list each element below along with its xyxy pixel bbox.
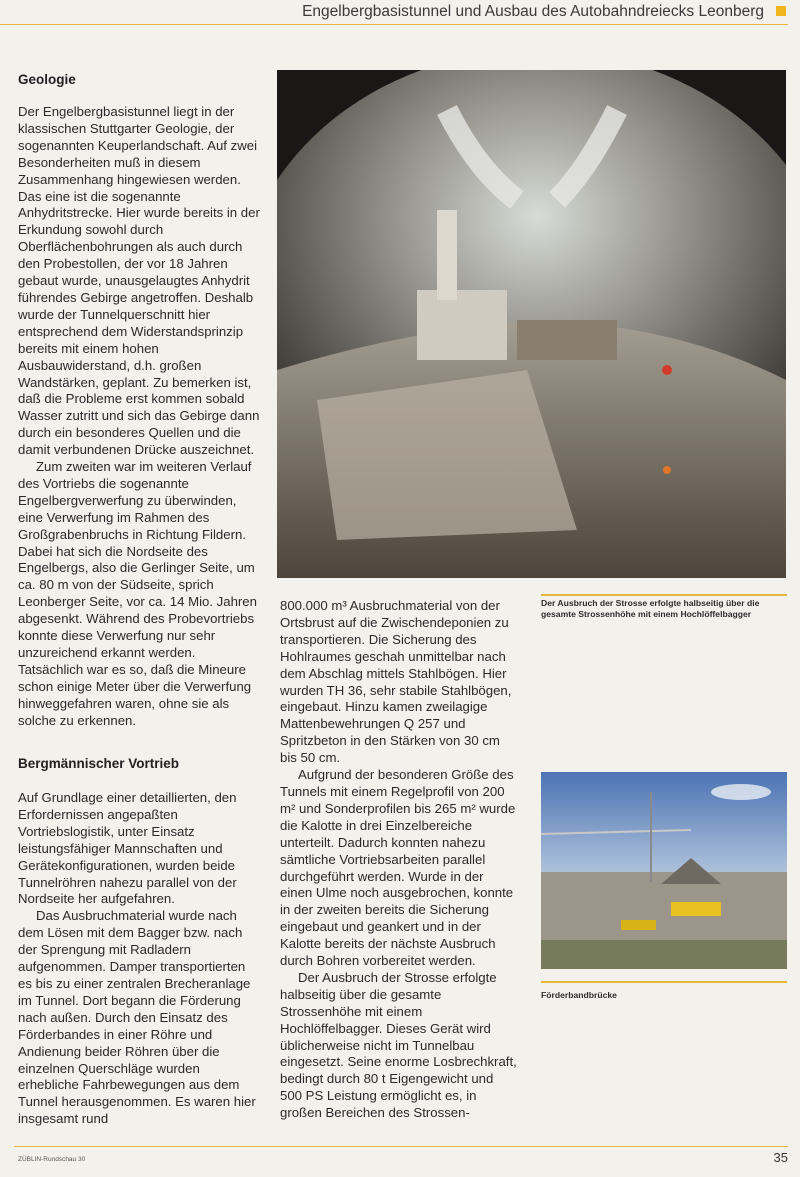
paragraph: Auf Grundlage einer detaillierten, den Erfordernissen angepaßten Vortriebslogistik, unter Einsatz leistungsfähiger Mannschaften und Gerätekonfigurationen, wurden beide Tunnelröhren nahezu parallel von der Nordseite her aufgefahren. [18, 790, 237, 907]
text-column-left [18, 104, 260, 730]
paragraph: Der Ausbruch der Strosse erfolgte halbseitig über die gesamte Strossenhöhe mit einem Hochlöffelbagger. Dieses Gerät wird üblicherweise nicht im Tunnelbau eingesetzt. Seine enorme Losbrechkraft, bedingt durch 80 t Eigengewicht und 500 PS Leistung ermöglicht es, in großen Bereichen des Strossen- [280, 969, 517, 1121]
running-header-title: Engelbergbasistunnel und Ausbau des Autobahndreiecks Leonberg [302, 3, 764, 20]
paragraph: 800.000 m³ Ausbruchmaterial von der Ortsbrust auf die Zwischendeponien zu transportieren. Die Sicherung des Hohlraumes geschah unmittelbar nach dem Abschlag mittels Stahlbögen. Hier wurden TH 36, sehr stabile Stahlbögen, eingebaut. Hinzu kamen zweilagige Mattenbewehrungen Q 257 und Spritzbeton in den Stärken von 30 cm bis 50 cm. [280, 598, 512, 766]
publication-name: ZÜBLIN-Rundschau 30 [18, 1156, 86, 1163]
tunnel-excavation-photo [277, 70, 786, 578]
paragraph: Zum zweiten war im weiteren Verlauf des Vortriebs die sogenannte Engelbergverwerfung zu überwinden, eine Verwerfung im Rahmen des Großgrabenbruchs in Richtung Fildern. Dabei hat sich die Nordseite des Engelbergs, also die Gerlinger Seite, um ca. 80 m von der Südseite, sprich Leonberger Seite, vor ca. 14 Mio. Jahren abgesenkt. Während des Probevortriebs konnte diese Verwerfung nur sehr unzureichend erkannt werden. Tatsächlich war es so, daß die Mineure schon einige Meter über die Verwerfung hinweggefahren waren, ohne sie als solche zu erkennen. [18, 459, 257, 728]
caption-rule [541, 594, 787, 596]
heading-bergmaennischer-vortrieb: Bergmännischer Vortrieb [18, 756, 180, 771]
heading-geologie: Geologie [18, 72, 76, 87]
header-square-marker [776, 6, 786, 16]
paragraph: Das Ausbruchmaterial wurde nach dem Lösen mit dem Bagger bzw. nach der Sprengung mit Radladern aufgenommen. Damper transportierten es bis zu einer zentralen Brecheranlage im Tunnel. Dort begann die Förderung nach außen. Durch den Einsatz des Förderbandes in einer Röhre und Andienung beider Röhren über die einzelnen Querschläge wurden erhebliche Fahrbewegungen aus dem Tunnel herausgenommen. Es waren hier insgesamt rund [18, 908, 256, 1127]
photo-caption-bridge: Förderbandbrücke [541, 990, 617, 1000]
conveyor-bridge-photo [541, 772, 787, 969]
text-column-left-lower [18, 790, 260, 1128]
paragraph: Aufgrund der besonderen Größe des Tunnels mit einem Regelprofil von 200 m² und Sonderprofilen bis 265 m² wurde die Kalotte in drei Einzelbereiche unterteilt. Dadurch konnten nahezu sämtliche Vortriebsarbeiten parallel durchgeführt werden. Wurde in der einen Ulme noch ausgebrochen, konnte in der zweiten bereits die Sicherung eingebaut und geankert und in der Kalotte bereits der nächste Ausbruch durch Bohren vorbereitet werden. [280, 767, 516, 969]
footer-rule [14, 1146, 788, 1147]
header-rule [0, 24, 788, 25]
caption-rule [541, 981, 787, 983]
page-number: 35 [773, 1150, 788, 1165]
paragraph: Der Engelbergbasistunnel liegt in der klassischen Stuttgarter Geologie, der sogenannten Keuperlandschaft. Auf zwei Besonderheiten muß in diesem Zusammenhang hingewiesen werden. Das eine ist die sogenannte Anhydritstrecke. Hier wurde bereits in der Erkundung sowohl durch Oberflächenbohrungen als auch durch den Probestollen, der vor 18 Jahren gebaut wurde, unausgelaugtes Anhydrit führendes Gebirge angetroffen. Deshalb wurde der Tunnelquerschnitt hier entsprechend dem Widerstandsprinzip bereits mit einem hohen Ausbauwiderstand, d.h. großen Wandstärken, geplant. Zu bemerken ist, daß die Probleme erst kommen sobald Wasser zutritt und sich das Gebirge dann durch ein besonderes Quellen und die damit verbundenen Drücke auszeichnet. [18, 104, 260, 458]
text-column-middle [280, 598, 518, 1122]
photo-caption-tunnel: Der Ausbruch der Strosse erfolgte halbseitig über die gesamte Strossenhöhe mit einem Hochlöffelbagger [541, 598, 760, 620]
